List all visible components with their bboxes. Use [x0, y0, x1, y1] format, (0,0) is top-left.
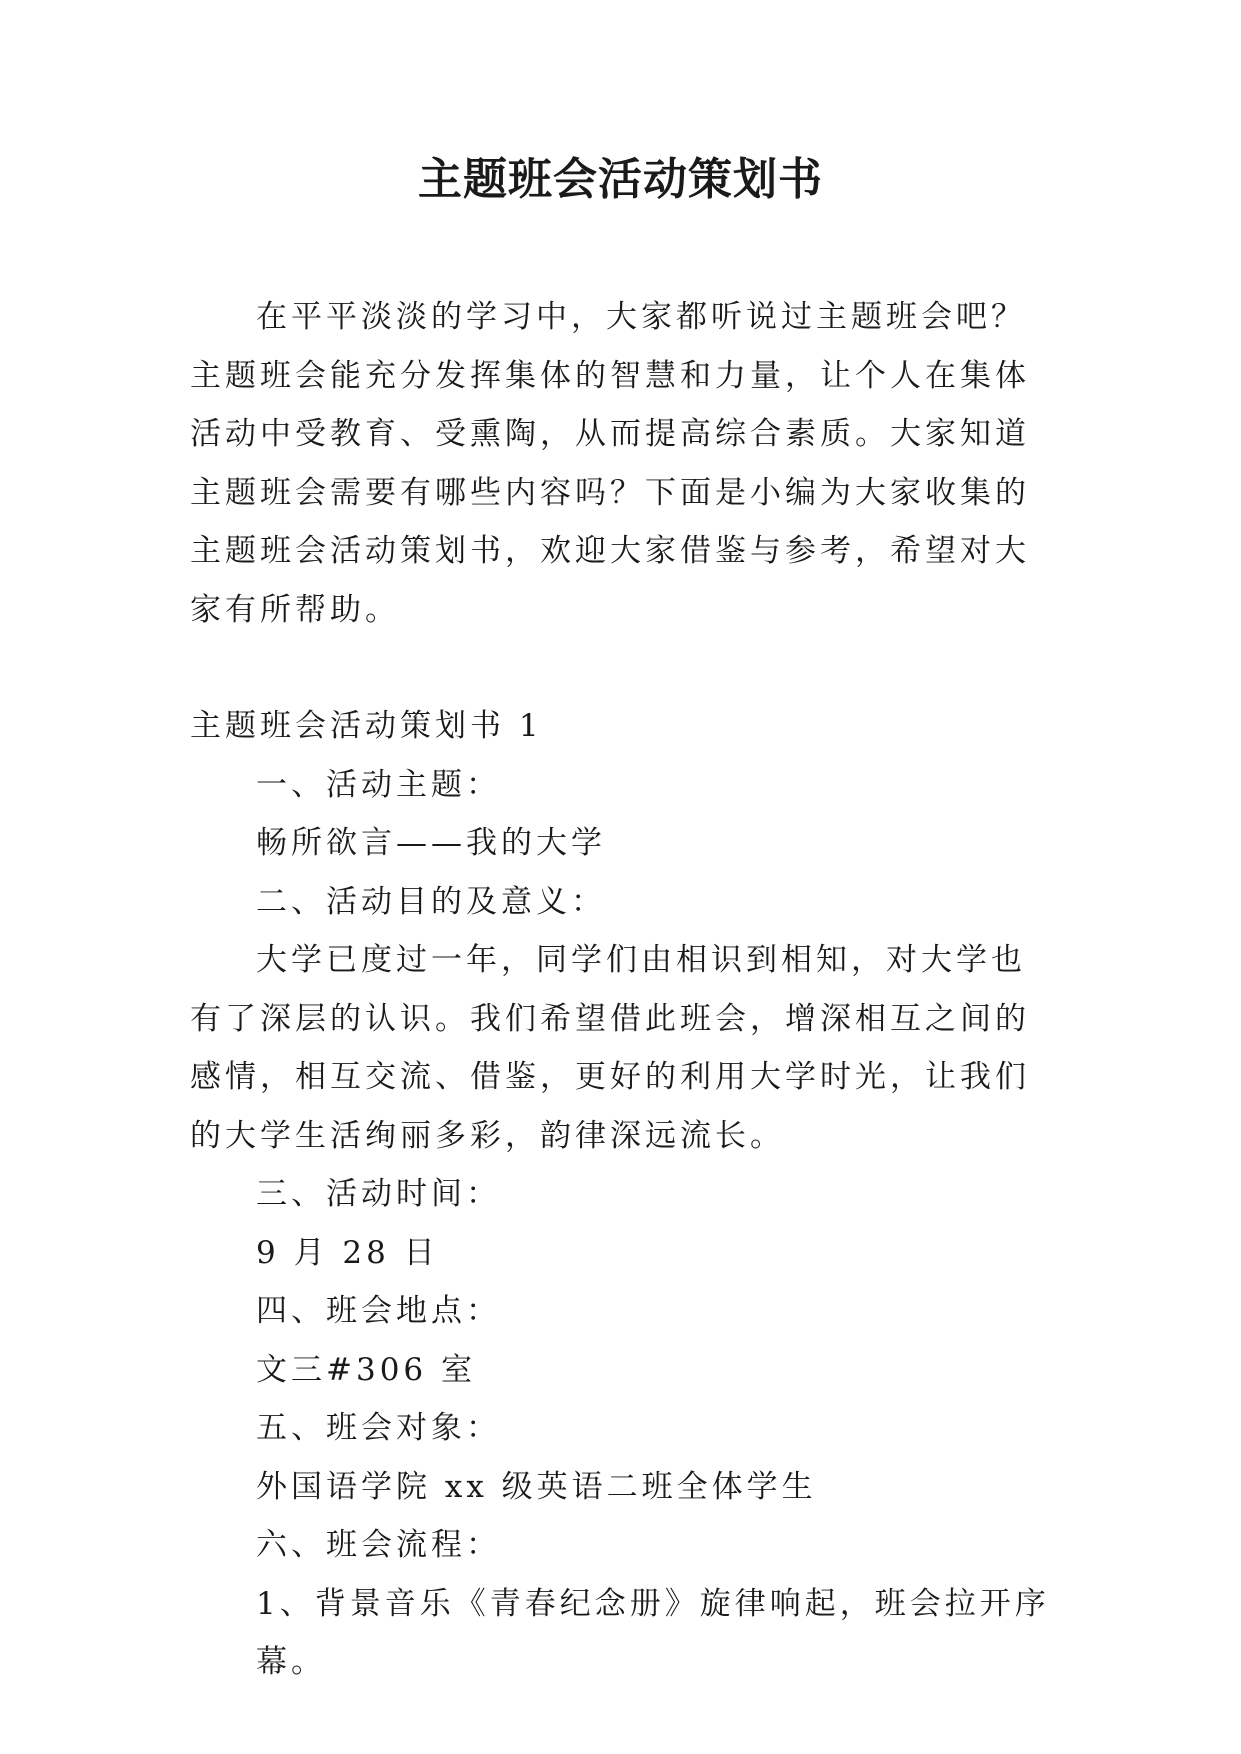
item-heading-purpose: 二、活动目的及意义： [256, 883, 606, 920]
item-heading-audience: 五、班会对象： [256, 1410, 501, 1446]
item-heading-theme: 一、活动主题： [256, 766, 501, 803]
intro-paragraph: 在平平淡淡的学习中，大家都听说过主题班会吧？主题班会能充分发挥集体的智慧和力量，让个人在集体活动中受教育、受熏陶，从而提高综合素质。大家知道主题班会需要有哪些内容吗？下面是小编为大家收集的主题班会活动策划书，欢迎大家借鉴与参考，希望对大家有所帮助。 [190, 299, 1030, 628]
document-body [190, 288, 1060, 1692]
item-heading-process: 六、班会流程： [256, 1527, 501, 1563]
item-heading-time: 三、活动时间： [256, 1176, 501, 1212]
section-heading: 主题班会活动策划书 1 [190, 708, 543, 744]
item-text-location: 文三#306 室 [256, 1351, 476, 1388]
document-title: 主题班会活动策划书 [418, 154, 823, 205]
item-text-purpose: 大学已度过一年，同学们由相识到相知，对大学也有了深层的认识。我们希望借此班会，增深相互之间的感情，相互交流、借鉴，更好的利用大学时光，让我们的大学生活绚丽多彩，韵律深远流长。 [190, 942, 1030, 1154]
item-heading-location: 四、班会地点： [256, 1293, 501, 1329]
item-text-process-1: 1、背景音乐《青春纪念册》旋律响起，班会拉开序幕。 [256, 1585, 1050, 1680]
item-text-theme: 畅所欲言——我的大学 [256, 825, 606, 861]
item-text-audience: 外国语学院 xx 级英语二班全体学生 [256, 1468, 817, 1505]
item-text-time: 9 月 28 日 [256, 1234, 439, 1271]
